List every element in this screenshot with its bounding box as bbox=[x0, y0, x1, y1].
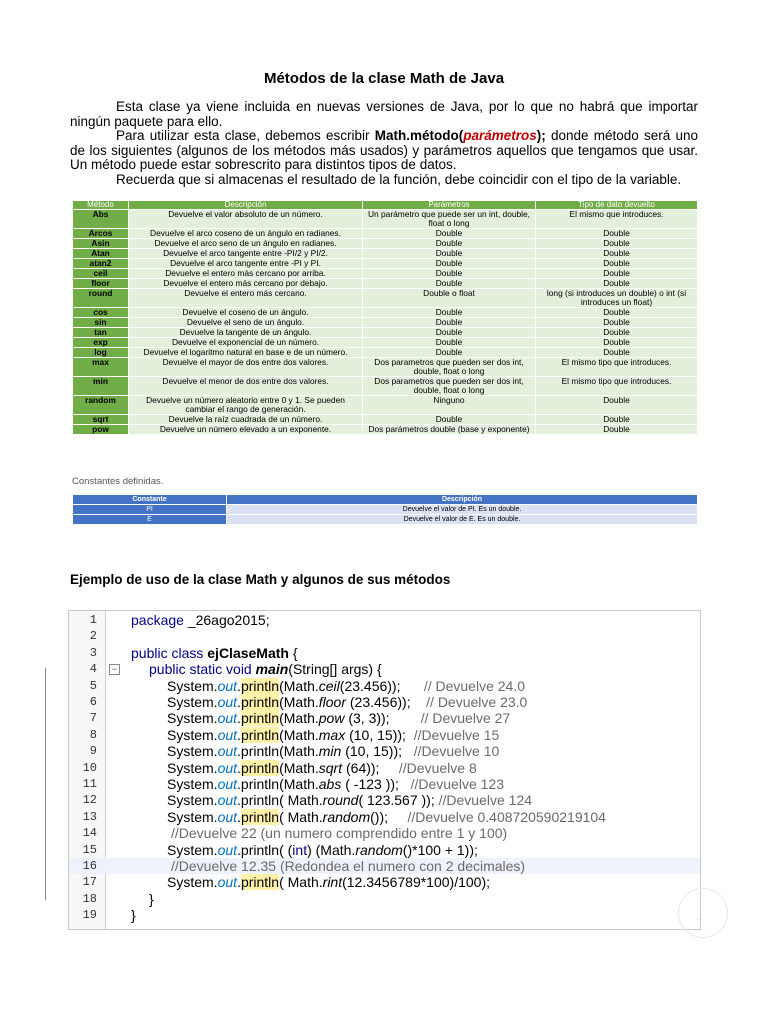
table-row bbox=[73, 279, 697, 288]
method-params: Double bbox=[363, 415, 535, 424]
constant-description: Devuelve el valor de PI. Es un double. bbox=[227, 505, 697, 514]
code-field: out bbox=[217, 726, 238, 743]
code-line: 5 System.out.println(Math.ceil(23.456)); // Devuelve 24.0 bbox=[69, 678, 700, 694]
method-description: Devuelve el entero más cercano. bbox=[129, 289, 362, 307]
code-method: ceil bbox=[318, 677, 340, 694]
method-params: Double bbox=[363, 229, 535, 238]
code-text: (Math. bbox=[279, 694, 319, 710]
code-keyword: int bbox=[292, 841, 308, 858]
intro-p2-text: Para utilizar esta clase, debemos escribir bbox=[116, 128, 375, 144]
code-text: (10, 15)); bbox=[341, 743, 403, 760]
method-params: Ninguno bbox=[363, 396, 535, 414]
code-method: random bbox=[355, 841, 403, 858]
table-row bbox=[73, 308, 697, 317]
method-return: Double bbox=[536, 425, 697, 434]
code-text: ( Math. bbox=[279, 792, 323, 809]
code-line: 7 System.out.println(Math.pow (3, 3)); // Devuelve 27 bbox=[69, 710, 700, 726]
table-row bbox=[73, 289, 697, 307]
code-line: 12 System.out.println( Math.round( 123.567 )); //Devuelve 124 bbox=[69, 792, 700, 808]
line-number: 1 bbox=[89, 613, 97, 627]
code-line: 6 System.out.println(Math.floor (23.456)); // Devuelve 23.0 bbox=[69, 694, 700, 710]
method-return: Double bbox=[536, 269, 697, 278]
code-keyword: package bbox=[131, 612, 184, 628]
code-comment: // Devuelve 23.0 bbox=[426, 694, 528, 710]
method-description: Devuelve un número elevado a un exponente. bbox=[129, 425, 362, 434]
method-description: Devuelve el entero más cercano por arriba. bbox=[129, 269, 362, 278]
table-row bbox=[73, 338, 697, 347]
intro-paragraph-1: Esta clase ya viene incluida en nuevas versiones de Java, por lo que no habrá que importar ningún paquete para ello. bbox=[70, 99, 698, 129]
code-text: ( Math. bbox=[279, 808, 323, 825]
code-text: (3, 3)); bbox=[344, 710, 390, 727]
code-field: out bbox=[217, 874, 238, 891]
code-text: System. bbox=[167, 677, 218, 694]
intro-p2-close: ); bbox=[536, 128, 546, 144]
code-text: _26ago2015; bbox=[183, 612, 270, 628]
code-comment: //Devuelve 10 bbox=[413, 743, 500, 760]
code-text: ()*100 + 1)); bbox=[402, 841, 478, 858]
line-number: 9 bbox=[89, 744, 97, 759]
line-number: 17 bbox=[82, 875, 97, 890]
line-number: 8 bbox=[89, 727, 97, 742]
method-description: Devuelve el mayor de dos entre dos valores. bbox=[129, 358, 362, 376]
code-text: System. bbox=[167, 808, 218, 825]
method-description: Devuelve el exponencial de un número. bbox=[129, 338, 362, 347]
method-params: Double bbox=[363, 338, 535, 347]
line-number: 15 bbox=[82, 842, 97, 857]
line-number: 6 bbox=[89, 695, 97, 709]
line-number: 5 bbox=[89, 678, 97, 693]
code-method: round bbox=[322, 792, 359, 809]
intro-p2-params: parámetros bbox=[463, 128, 537, 144]
code-line: 8 System.out.println(Math.max (10, 15)); //Devuelve 15 bbox=[69, 727, 700, 743]
example-title: Ejemplo de uso de la clase Math y algunos de sus métodos bbox=[70, 572, 451, 587]
code-method: println bbox=[240, 759, 280, 776]
page-title: Métodos de la clase Math de Java bbox=[263, 70, 505, 87]
code-comment: //Devuelve 8 bbox=[398, 759, 477, 776]
line-number: 3 bbox=[89, 645, 97, 660]
method-description: Devuelve el arco seno de un ángulo en radianes. bbox=[129, 239, 362, 248]
table-row bbox=[73, 249, 697, 258]
code-text: ( ( bbox=[279, 841, 293, 858]
method-params: Double bbox=[363, 318, 535, 327]
method-return: Double bbox=[536, 348, 697, 357]
line-number: 2 bbox=[89, 629, 97, 644]
method-name: log bbox=[73, 348, 128, 357]
code-text: System. bbox=[167, 776, 218, 792]
method-name: cos bbox=[73, 308, 128, 317]
code-text: } bbox=[149, 890, 154, 907]
method-return: Double bbox=[536, 279, 697, 288]
table-row bbox=[73, 210, 697, 228]
code-line bbox=[69, 628, 700, 644]
code-method: floor bbox=[318, 694, 346, 710]
method-name: Atan bbox=[73, 249, 128, 258]
intro-p2-method: Math.método( bbox=[374, 128, 464, 144]
line-number: 18 bbox=[82, 891, 97, 906]
code-text: ( -123 )); bbox=[341, 776, 399, 792]
table-row bbox=[73, 229, 697, 238]
constant-name: PI bbox=[73, 505, 226, 514]
code-text: System. bbox=[167, 710, 218, 727]
method-description: Devuelve un número aleatorio entre 0 y 1. Se pueden cambiar el rango de generación. bbox=[129, 396, 362, 414]
code-method: sqrt bbox=[318, 759, 343, 776]
code-field: out bbox=[217, 743, 238, 760]
method-description: Devuelve el arco coseno de un ángulo en radianes. bbox=[129, 229, 362, 238]
method-return: El mismo tipo que introduces. bbox=[536, 377, 697, 395]
method-return: Double bbox=[536, 259, 697, 268]
methods-header-params: Parámetros bbox=[363, 201, 535, 209]
code-text: { bbox=[288, 644, 298, 661]
method-params: Double bbox=[363, 348, 535, 357]
method-description: Devuelve el coseno de un ángulo. bbox=[129, 308, 362, 317]
code-text: System. bbox=[167, 841, 218, 858]
fold-guide-line bbox=[45, 668, 46, 900]
method-name: Abs bbox=[73, 210, 128, 228]
method-description: Devuelve el arco tangente entre -PI/2 y PI/2. bbox=[129, 249, 362, 258]
method-name: Asin bbox=[73, 239, 128, 248]
code-field: out bbox=[217, 841, 238, 858]
method-params: Double bbox=[363, 269, 535, 278]
method-return: Double bbox=[536, 229, 697, 238]
method-params: Dos parametros que pueden ser dos int, double, float o long bbox=[363, 358, 535, 376]
code-text: (12.3456789*100)/100); bbox=[342, 874, 491, 891]
method-return: long (si introduces un double) o int (si introduces un float) bbox=[536, 289, 697, 307]
method-return: Double bbox=[536, 415, 697, 424]
method-name: atan2 bbox=[73, 259, 128, 268]
code-text: System. bbox=[167, 792, 218, 809]
code-text: ( 123.567 )); bbox=[358, 792, 435, 809]
code-text: System. bbox=[167, 759, 218, 776]
line-number: 14 bbox=[82, 826, 97, 841]
table-row bbox=[73, 318, 697, 327]
table-row bbox=[73, 415, 697, 424]
code-comment: //Devuelve 0.408720590219104 bbox=[407, 808, 606, 825]
code-comment: //Devuelve 22 (un numero comprendido entre 1 y 100) bbox=[171, 825, 508, 842]
code-method: main bbox=[255, 661, 289, 678]
method-params: Dos parámetros double (base y exponente) bbox=[363, 425, 535, 434]
method-name: sin bbox=[73, 318, 128, 327]
method-return: Double bbox=[536, 249, 697, 258]
code-text: ) (Math. bbox=[307, 841, 356, 858]
line-number: 12 bbox=[82, 793, 97, 808]
code-comment: // Devuelve 24.0 bbox=[423, 677, 525, 694]
table-row bbox=[73, 328, 697, 337]
circle-dot: . bbox=[697, 913, 700, 922]
constants-table bbox=[72, 494, 698, 525]
table-row bbox=[73, 515, 697, 524]
code-text: (Math. bbox=[279, 726, 319, 743]
method-return: Double bbox=[536, 239, 697, 248]
code-text: ( Math. bbox=[279, 874, 323, 891]
line-number: 4 bbox=[89, 662, 97, 677]
code-line bbox=[69, 907, 700, 923]
method-params: Double bbox=[363, 308, 535, 317]
code-line-current bbox=[69, 858, 700, 874]
table-row bbox=[73, 505, 697, 514]
method-name: tan bbox=[73, 328, 128, 337]
method-return: El mismo tipo que introduces. bbox=[536, 358, 697, 376]
line-number: 16 bbox=[82, 859, 97, 873]
method-description: Devuelve la raíz cuadrada de un número. bbox=[129, 415, 362, 424]
code-text: (23.456)); bbox=[339, 677, 401, 694]
code-field: out bbox=[217, 710, 238, 727]
code-method: pow bbox=[318, 710, 345, 727]
code-text: } bbox=[131, 907, 136, 924]
method-return: Double bbox=[536, 328, 697, 337]
method-name: round bbox=[73, 289, 128, 307]
constants-label: Constantes definidas. bbox=[72, 476, 164, 487]
code-text: (Math. bbox=[279, 759, 319, 776]
code-method: max bbox=[318, 726, 346, 743]
table-row bbox=[73, 269, 697, 278]
table-row bbox=[73, 396, 697, 414]
code-field: out bbox=[217, 776, 238, 792]
method-return: El mismo que introduces. bbox=[536, 210, 697, 228]
code-line bbox=[69, 825, 700, 841]
methods-table bbox=[72, 200, 698, 435]
table-row bbox=[73, 259, 697, 268]
code-field: out bbox=[217, 759, 238, 776]
fold-collapse-icon[interactable]: − bbox=[109, 664, 120, 675]
code-method: min bbox=[318, 743, 342, 760]
code-line bbox=[69, 661, 700, 677]
code-text: System. bbox=[167, 694, 218, 710]
line-number: 13 bbox=[82, 809, 97, 824]
constants-header-description: Descripción bbox=[227, 495, 697, 504]
code-keyword: public static void bbox=[149, 661, 252, 678]
methods-header-method: Método bbox=[73, 201, 128, 209]
method-name: floor bbox=[73, 279, 128, 288]
line-number: 7 bbox=[89, 711, 97, 726]
method-description: Devuelve el menor de dos entre dos valores. bbox=[129, 377, 362, 395]
method-params: Double bbox=[363, 259, 535, 268]
code-text: (Math. bbox=[279, 743, 319, 760]
table-row bbox=[73, 348, 697, 357]
methods-header-return: Tipo de dato devuelto bbox=[536, 201, 697, 209]
method-description: Devuelve el arco tangente entre -PI y PI. bbox=[129, 259, 362, 268]
code-text: System. bbox=[167, 743, 218, 760]
code-text: (10, 15)); bbox=[345, 726, 406, 743]
line-number: 10 bbox=[82, 760, 97, 775]
code-method: println bbox=[240, 726, 280, 743]
table-row bbox=[73, 377, 697, 395]
line-number: 11 bbox=[82, 777, 97, 791]
method-params: Double bbox=[363, 279, 535, 288]
code-line: 15 System.out.println( (int) (Math.random()*100 + 1)); bbox=[69, 842, 700, 858]
method-params: Double bbox=[363, 249, 535, 258]
code-method: println bbox=[240, 710, 280, 727]
table-row bbox=[73, 425, 697, 434]
code-line: 9 System.out.println(Math.min (10, 15)); //Devuelve 10 bbox=[69, 743, 700, 759]
method-name: Arcos bbox=[73, 229, 128, 238]
page-corner-circle bbox=[678, 888, 728, 938]
code-method: println bbox=[240, 808, 280, 825]
code-text: ()); bbox=[370, 808, 389, 825]
code-text: (String[] args) { bbox=[288, 661, 382, 678]
code-field: out bbox=[217, 808, 238, 825]
code-text: System. bbox=[167, 726, 218, 743]
code-editor bbox=[68, 610, 701, 930]
code-keyword: public class bbox=[131, 644, 204, 661]
intro-text bbox=[70, 100, 698, 188]
method-name: max bbox=[73, 358, 128, 376]
method-description: Devuelve el valor absoluto de un número. bbox=[129, 210, 362, 228]
code-class-name: ejClaseMath bbox=[207, 644, 289, 661]
constants-header-name: Constante bbox=[73, 495, 226, 504]
code-line: 11 System.out.println(Math.abs ( -123 )); //Devuelve 123 bbox=[69, 776, 700, 792]
method-description: Devuelve el entero más cercano por debajo. bbox=[129, 279, 362, 288]
constant-description: Devuelve el valor de E. Es un double. bbox=[227, 515, 697, 524]
code-text: (Math. bbox=[279, 710, 319, 727]
method-description: Devuelve el logaritmo natural en base e de un número. bbox=[129, 348, 362, 357]
method-params: Double bbox=[363, 328, 535, 337]
code-line bbox=[69, 891, 700, 907]
method-params: Dos parametros que pueden ser dos int, double, float o long bbox=[363, 377, 535, 395]
code-field: out bbox=[217, 694, 238, 710]
method-description: Devuelve la tangente de un ángulo. bbox=[129, 328, 362, 337]
method-name: ceil bbox=[73, 269, 128, 278]
code-text: (Math. bbox=[279, 677, 319, 694]
code-method: println bbox=[240, 874, 280, 891]
code-line bbox=[69, 612, 700, 628]
method-name: min bbox=[73, 377, 128, 395]
intro-paragraph-3: Recuerda que si almacenas el resultado de la función, debe coincidir con el tipo de la variable. bbox=[116, 171, 682, 187]
code-text: (23.456)); bbox=[346, 694, 411, 710]
code-comment: //Devuelve 15 bbox=[413, 726, 500, 743]
code-line bbox=[69, 645, 700, 661]
methods-header-description: Descripción bbox=[129, 201, 362, 209]
code-method: abs bbox=[318, 776, 342, 792]
code-method: rint bbox=[322, 874, 343, 891]
method-return: Double bbox=[536, 338, 697, 347]
table-row bbox=[73, 358, 697, 376]
method-name: exp bbox=[73, 338, 128, 347]
intro-paragraph-2 bbox=[70, 129, 698, 173]
intro-p2-rest: donde método será uno de los siguientes (algunos de los métodos más usados) y parámetros aquellos que tengamos que usar. Un método puede estar sobrescrito para distintos tipos de datos. bbox=[70, 128, 699, 173]
code-comment: //Devuelve 123 bbox=[410, 776, 504, 792]
code-comment: //Devuelve 12.35 (Redondea el numero con 2 decimales) bbox=[171, 858, 526, 874]
code-line: 10 System.out.println(Math.sqrt (64)); //Devuelve 8 bbox=[69, 760, 700, 776]
method-params: Un parámetro que puede ser un int, double, float o long bbox=[363, 210, 535, 228]
method-description: Devuelve el seno de un ángulo. bbox=[129, 318, 362, 327]
code-text: (Math. bbox=[279, 776, 319, 792]
code-text: (64)); bbox=[342, 759, 380, 776]
method-name: random bbox=[73, 396, 128, 414]
methods-table-body bbox=[73, 210, 697, 434]
method-params: Double bbox=[363, 239, 535, 248]
code-method: println bbox=[240, 677, 280, 694]
method-return: Double bbox=[536, 396, 697, 414]
table-row bbox=[73, 239, 697, 248]
code-comment: // Devuelve 27 bbox=[420, 710, 511, 727]
code-line: 17 System.out.println( Math.rint(12.3456789*100)/100); bbox=[69, 874, 700, 890]
code-text: System. bbox=[167, 874, 218, 891]
code-field: out bbox=[217, 677, 238, 694]
method-params: Double o float bbox=[363, 289, 535, 307]
method-return: Double bbox=[536, 318, 697, 327]
code-comment: //Devuelve 124 bbox=[438, 792, 533, 809]
method-name: pow bbox=[73, 425, 128, 434]
method-name: sqrt bbox=[73, 415, 128, 424]
constant-name: E bbox=[73, 515, 226, 524]
code-method: println bbox=[240, 694, 280, 710]
line-number: 19 bbox=[82, 908, 97, 923]
method-return: Double bbox=[536, 308, 697, 317]
code-method: random bbox=[322, 808, 371, 825]
code-line: 13 System.out.println( Math.random()); //Devuelve 0.408720590219104 bbox=[69, 809, 700, 825]
code-field: out bbox=[217, 792, 238, 809]
